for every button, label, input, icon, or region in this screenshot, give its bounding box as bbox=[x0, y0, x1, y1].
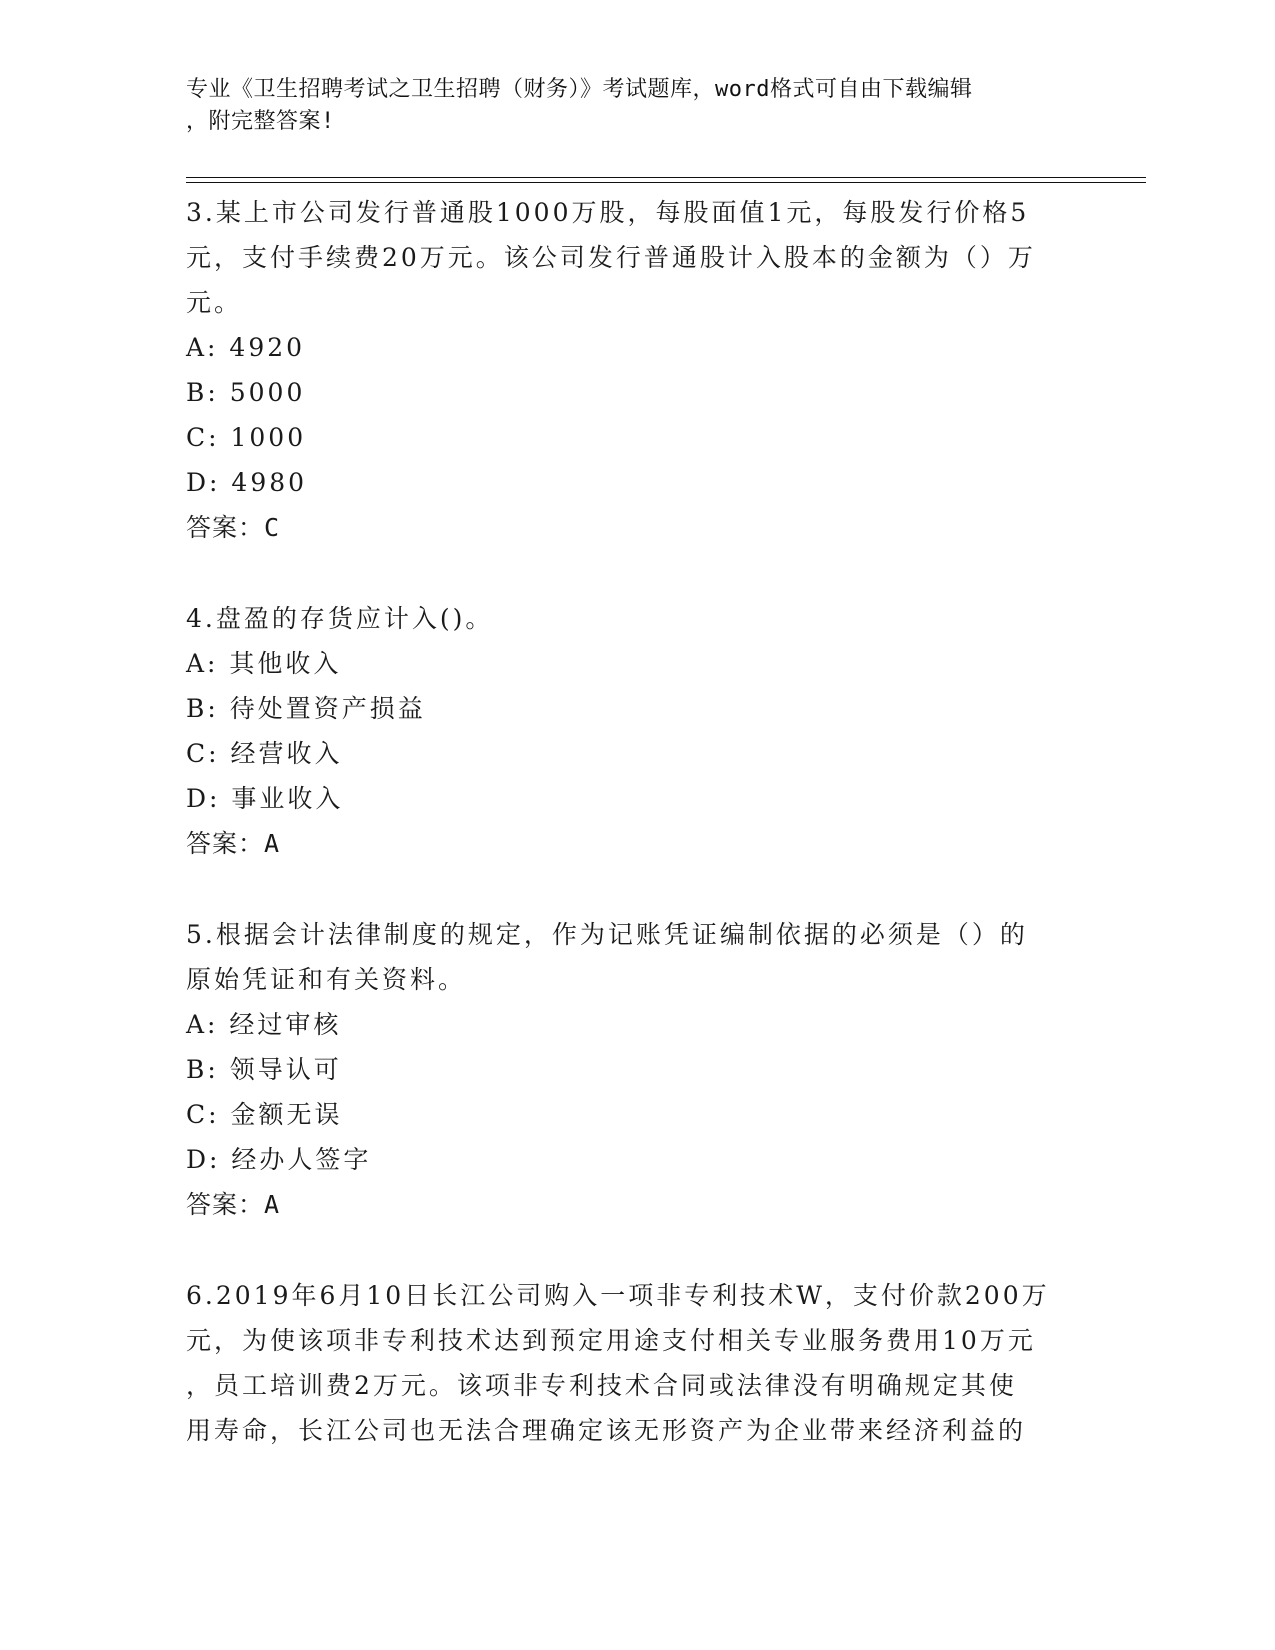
spacer bbox=[186, 550, 1066, 596]
option-b: B: 待处置资产损益 bbox=[186, 694, 426, 723]
question-3 bbox=[186, 190, 1066, 550]
option-c: C: 经营收入 bbox=[186, 739, 343, 768]
question-4 bbox=[186, 596, 1066, 866]
header-line-2: ，附完整答案! bbox=[186, 109, 335, 134]
question-text-line: 5.根据会计法律制度的规定，作为记账凭证编制依据的必须是（）的 bbox=[186, 920, 1028, 949]
option-d: D: 事业收入 bbox=[186, 784, 344, 813]
option-a: A: 4920 bbox=[186, 333, 306, 362]
question-text-line: 元，为使该项非专利技术达到预定用途支付相关专业服务费用10万元 bbox=[186, 1326, 1036, 1355]
question-text-line: 6.2019年6月10日长江公司购入一项非专利技术W，支付价款200万 bbox=[186, 1281, 1050, 1310]
spacer bbox=[186, 1227, 1066, 1273]
option-b: B: 领导认可 bbox=[186, 1055, 342, 1084]
option-c: C: 1000 bbox=[186, 423, 307, 452]
spacer bbox=[186, 866, 1066, 912]
answer-line: 答案：C bbox=[186, 513, 281, 542]
question-5 bbox=[186, 912, 1066, 1227]
header-rule-top bbox=[186, 177, 1146, 178]
option-d: D: 经办人签字 bbox=[186, 1145, 372, 1174]
question-text-line: 元，支付手续费20万元。该公司发行普通股计入股本的金额为（）万 bbox=[186, 243, 1036, 272]
answer-line: 答案：A bbox=[186, 1190, 281, 1219]
header-line-1: 专业《卫生招聘考试之卫生招聘（财务）》考试题库，word格式可自由下载编辑 bbox=[186, 77, 973, 102]
option-c: C: 金额无误 bbox=[186, 1100, 343, 1129]
question-text-line: 用寿命，长江公司也无法合理确定该无形资产为企业带来经济利益的 bbox=[186, 1416, 1027, 1445]
option-a: A: 其他收入 bbox=[186, 649, 342, 678]
question-text-line: ，员工培训费2万元。该项非专利技术合同或法律没有明确规定其使 bbox=[186, 1371, 1017, 1400]
header-rule-bottom bbox=[186, 182, 1146, 183]
question-text-line: 4.盘盈的存货应计入()。 bbox=[186, 604, 494, 633]
option-b: B: 5000 bbox=[186, 378, 306, 407]
option-a: A: 经过审核 bbox=[186, 1010, 342, 1039]
question-text-line: 3.某上市公司发行普通股1000万股，每股面值1元，每股发行价格5 bbox=[186, 198, 1030, 227]
answer-line: 答案：A bbox=[186, 829, 281, 858]
question-text-line: 原始凭证和有关资料。 bbox=[186, 965, 467, 994]
question-list bbox=[186, 190, 1066, 1453]
option-d: D: 4980 bbox=[186, 468, 308, 497]
question-6 bbox=[186, 1273, 1066, 1453]
document-header bbox=[186, 74, 1066, 138]
question-text-line: 元。 bbox=[186, 288, 243, 317]
